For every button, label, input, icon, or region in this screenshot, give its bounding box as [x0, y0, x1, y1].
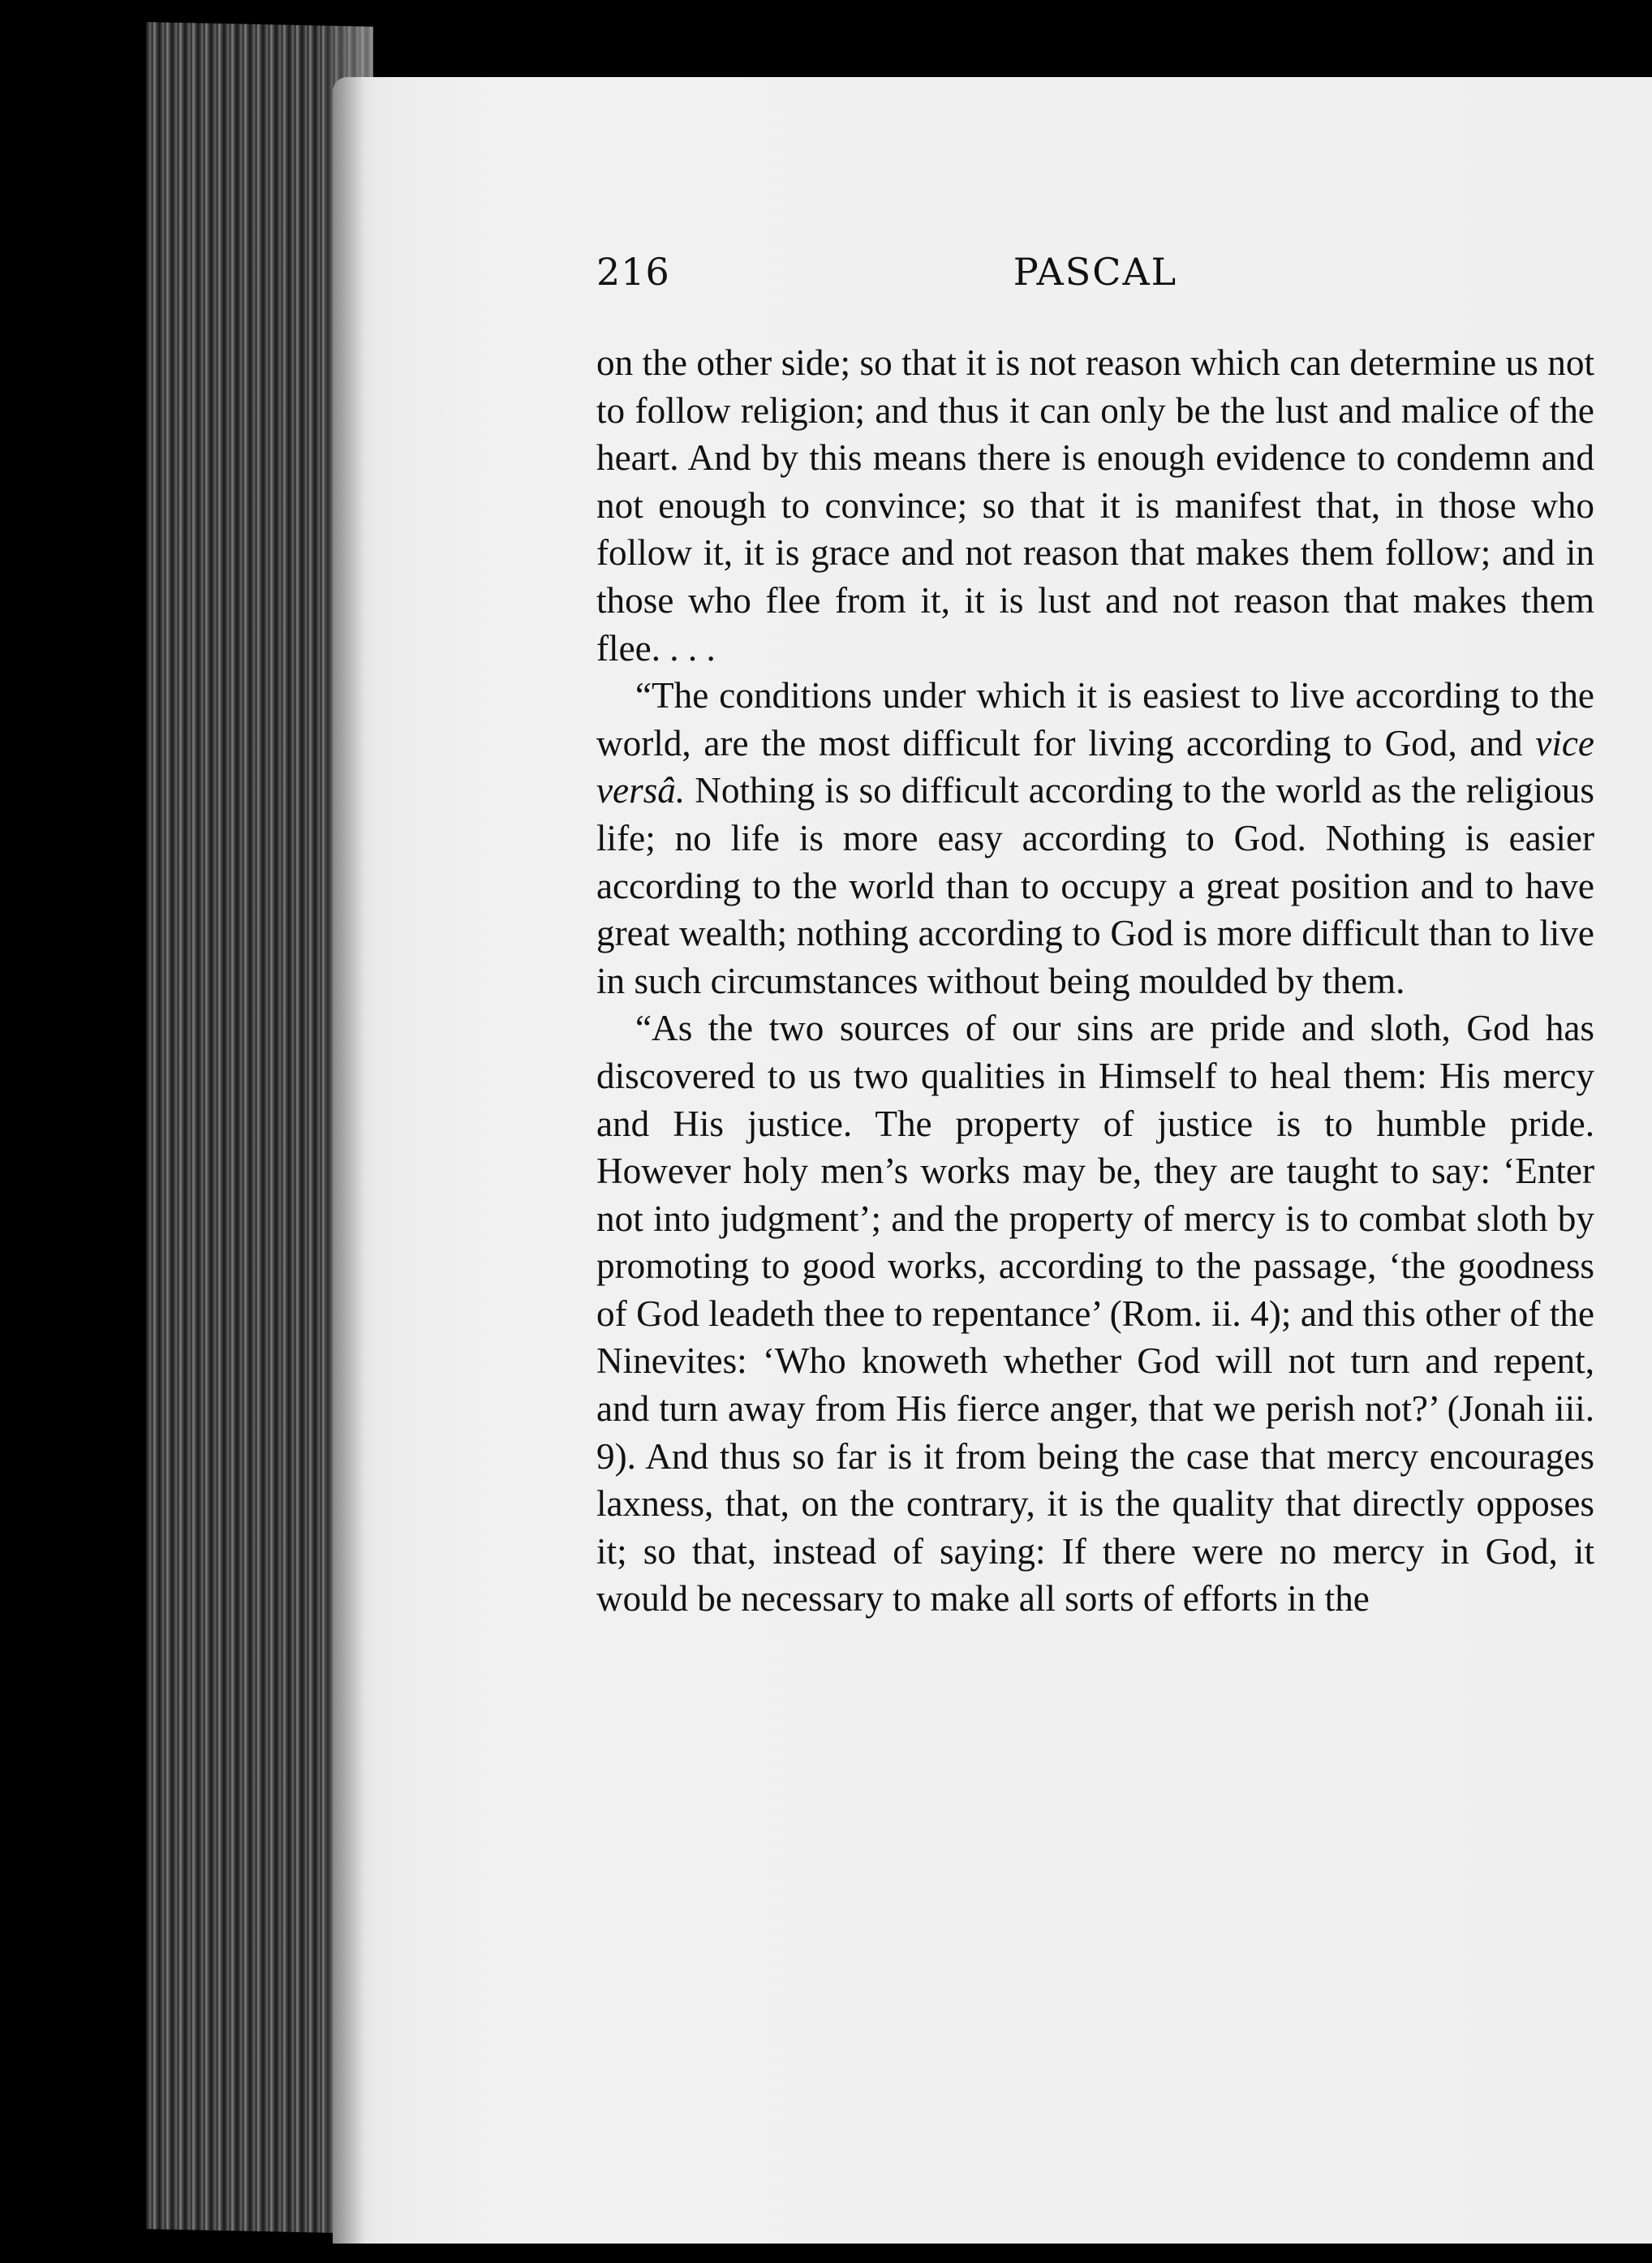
running-head: PASCAL	[1013, 250, 1178, 294]
paragraph-2-start: “The conditions under which it is easiest to live according to the world, are the most difficult for living according to God, and	[596, 675, 1594, 764]
paragraph-2	[596, 672, 1594, 1005]
page-number: 216	[596, 250, 670, 294]
gutter-shadow	[333, 77, 365, 2244]
paragraph-2-italic: vice versâ.	[596, 722, 1594, 811]
page-header	[596, 250, 1594, 315]
paragraph-1: on the other side; so that it is not reason which can determine us not to follow religion; and thus it can only be the lust and malice of the heart. And by this means there is enough evidence to condemn and not enough to convince; so that it is manifest that, in those who follow it, it is grace and not reason that makes them follow; and in those who flee from it, it is lust and not reason that makes them flee. . . .	[596, 342, 1594, 669]
body-text	[596, 339, 1594, 1623]
paragraph-3: “As the two sources of our sins are pride and sloth, God has discovered to us two qualities in Himself to heal them: His mercy and His justice. The property of justice is to humble pride. However holy men’s works may be, they are taught to say: ‘Enter not into judgment’; and the property of mercy is to combat sloth by promoting to good works, according to the passage, ‘the goodness of God leadeth thee to repentance’ (Rom. ii. 4); and this other of the Ninevites: ‘Who knoweth whether God will not turn and repent, and turn away from His fierce anger, that we perish not?’ (Jonah iii. 9). And thus so far is it from being the case that mercy encourages laxness, that, on the contrary, it is the quality that directly opposes it; so that, instead of saying: If there were no mercy in God, it would be necessary to make all sorts of efforts in the	[596, 1008, 1594, 1620]
paragraph-2-end: Nothing is so difficult according to the world as the religious life; no life is more easy according to God. Nothing is easier according to the world than to occupy a great position and to have great wealth; nothing according to God is more difficult than to live in such circumstances without being moulded by them.	[596, 770, 1594, 1001]
